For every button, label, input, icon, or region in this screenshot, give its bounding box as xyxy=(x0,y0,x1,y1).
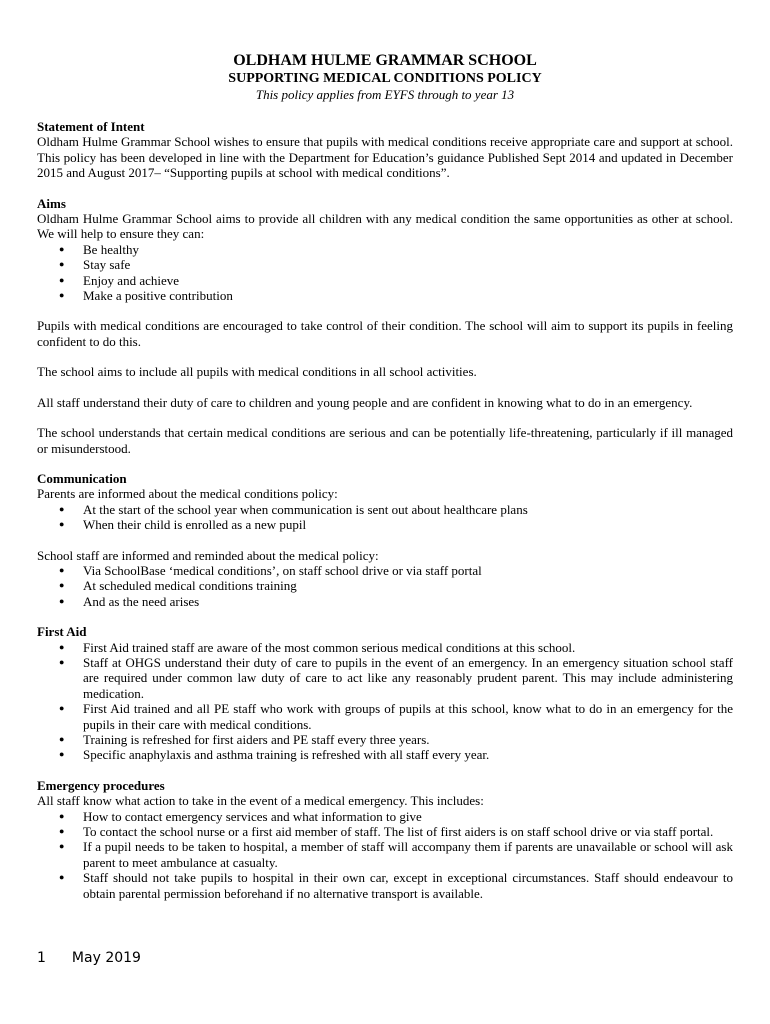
aims-paragraph-4: The school understands that certain medical conditions are serious and can be potentially life-threatening, particularly if ill managed or misunderstood. xyxy=(37,425,733,456)
list-item: ● Enjoy and achieve xyxy=(59,272,180,288)
list-item: ● Be healthy xyxy=(59,241,139,257)
policy-scope-note: This policy applies from EYFS through to year 13 xyxy=(255,87,515,102)
parents-intro: Parents are informed about the medical conditions policy: xyxy=(37,486,338,502)
staff-list xyxy=(37,563,733,609)
bullet-icon: ● xyxy=(59,503,65,514)
list-item: ● Make a positive contribution xyxy=(59,288,233,304)
aims-heading: Aims xyxy=(37,195,66,211)
list-item: ● If a pupil needs to be taken to hospital, a member of staff will accompany them if parents are unavailable or school will ask parent to meet ambulance at casualty. xyxy=(59,839,733,870)
policy-title: SUPPORTING MEDICAL CONDITIONS POLICY xyxy=(228,71,542,86)
school-title: OLDHAM HULME GRAMMAR SCHOOL xyxy=(233,52,537,69)
list-item: ● When their child is enrolled as a new pupil xyxy=(59,517,307,533)
staff-intro: School staff are informed and reminded about the medical policy: xyxy=(37,547,379,563)
bullet-icon: ● xyxy=(59,595,65,606)
bullet-icon: ● xyxy=(59,734,65,744)
footer-date: May 2019 xyxy=(71,950,141,966)
bullet-icon: ● xyxy=(59,810,65,821)
page-number: 1 xyxy=(37,950,46,966)
bullet-icon: ● xyxy=(59,274,65,285)
bullet-icon: ● xyxy=(59,519,65,530)
bullet-icon: ● xyxy=(59,872,65,883)
bullet-icon: ● xyxy=(59,290,65,301)
policy-page xyxy=(37,51,733,901)
list-item: ● Via SchoolBase ‘medical conditions’, on staff school drive or via staff portal xyxy=(59,562,482,578)
bullet-icon: ● xyxy=(59,826,65,837)
aims-paragraph-1: Pupils with medical conditions are encouraged to take control of their condition. The school will aim to support its pupils in feeling confident to do this. xyxy=(37,318,733,349)
list-item: ● Staff should not take pupils to hospital in their own car, except in exceptional circumstances. Staff should endeavour to obtain parental permission beforehand if no alternative transport is available. xyxy=(59,870,733,901)
intent-heading: Statement of Intent xyxy=(37,119,145,134)
list-item: ● Staff at OHGS understand their duty of care to pupils in the event of an emergency. In an emergency situation school staff are required under common law duty of care to act like any reasonably prudent parent. This may include administering medication. xyxy=(59,654,733,701)
aims-intro: Oldham Hulme Grammar School aims to provide all children with any medical condition the same opportunities as other at school. We will help to ensure they can: xyxy=(37,211,733,242)
list-item: ● First Aid trained and all PE staff who work with groups of pupils at this school, know what to do in an emergency for the pupils in their care with medical conditions. xyxy=(59,701,733,732)
list-item: ● Specific anaphylaxis and asthma training is refreshed with all staff every year. xyxy=(59,747,490,763)
emergency-list xyxy=(37,809,733,901)
bullet-icon: ● xyxy=(59,580,65,591)
list-item: ● Stay safe xyxy=(59,257,131,273)
page-footer xyxy=(37,950,141,966)
aims-list xyxy=(37,242,733,304)
first-aid-heading: First Aid xyxy=(37,624,87,640)
list-item: ● At the start of the school year when communication is sent out about healthcare plans xyxy=(59,501,528,517)
list-item: ● Training is refreshed for first aiders and PE staff every three years. xyxy=(59,732,430,747)
aims-paragraph-2: The school aims to include all pupils with medical conditions in all school activities. xyxy=(37,364,477,380)
aims-paragraph-3: All staff understand their duty of care to children and young people and are confident in knowing what to do in an emergency. xyxy=(37,394,693,410)
list-item: ● At scheduled medical conditions training xyxy=(59,578,297,594)
bullet-icon: ● xyxy=(59,243,65,254)
emergency-intro: All staff know what action to take in the event of a medical emergency. This includes: xyxy=(37,793,484,809)
bullet-icon: ● xyxy=(59,564,65,575)
first-aid-list xyxy=(37,640,733,763)
intent-text: Oldham Hulme Grammar School wishes to ensure that pupils with medical conditions receive appropriate care and support at school. This policy has been developed in line with the Department for Education’s guidance Published Sept 2014 and updated in December 2015 and August 2017– “Supporting pupils at school with medical conditions”. xyxy=(37,134,733,181)
list-item: ● To contact the school nurse or a first aid member of staff. The list of first aiders is on staff school drive or via staff portal. xyxy=(59,824,714,840)
bullet-icon: ● xyxy=(59,703,65,714)
communication-heading: Communication xyxy=(37,470,127,486)
list-item: ● First Aid trained staff are aware of the most common serious medical conditions at this school. xyxy=(59,639,576,655)
emergency-heading: Emergency procedures xyxy=(37,777,165,793)
bullet-icon: ● xyxy=(59,656,65,667)
list-item: ● How to contact emergency services and what information to give xyxy=(59,808,422,824)
parents-list xyxy=(37,502,733,533)
bullet-icon: ● xyxy=(59,641,65,652)
bullet-icon: ● xyxy=(59,749,65,760)
bullet-icon: ● xyxy=(59,841,65,852)
bullet-icon: ● xyxy=(59,259,65,270)
list-item: ● And as the need arises xyxy=(59,593,200,609)
